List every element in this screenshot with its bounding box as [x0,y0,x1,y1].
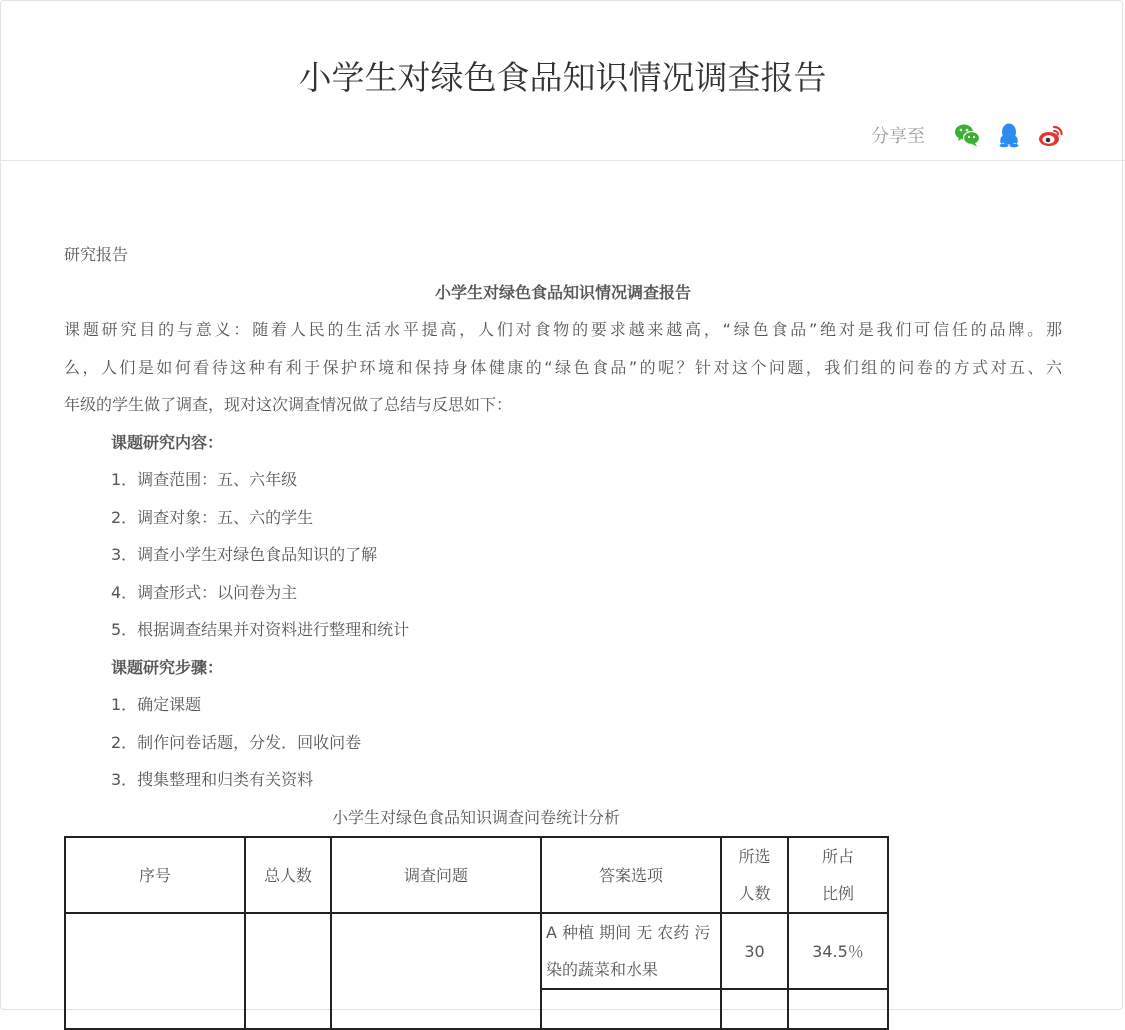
header-cell: 总人数 [245,837,331,913]
table-caption: 小学生对绿色食品知识调查问卷统计分析 [331,807,620,827]
share-bar [871,120,1065,150]
content-item: 1．调查范围：五、六年级 [111,470,298,489]
article-body [64,236,1062,836]
content-item: 3．调查小学生对绿色食品知识的了解 [111,545,378,564]
step-item: 1．确定课题 [111,695,202,714]
table-cell [331,913,541,1029]
table-caption-row [64,799,888,837]
option-line: A 种植 期间 无 农药 污 [546,923,711,942]
table-cell [541,989,721,1029]
intro-line: 课题研究目的与意义：随着人民的生活水平提高，人们对食物的要求越来越高，“绿色食品”绝对是我们可信任的品牌。那 [64,320,1062,339]
header-cell [721,837,788,913]
page-header [0,0,1125,161]
option-cell [541,913,721,989]
content-item: 4．调查形式：以问卷为主 [111,582,298,602]
header-cell: 答案选项 [541,837,721,913]
stats-table [64,836,889,1030]
header-cell [788,837,888,913]
table-header-row [65,837,888,913]
header-cell: 序号 [65,837,245,913]
weibo-icon[interactable] [1037,121,1065,149]
wechat-icon[interactable] [953,121,981,149]
article-category: 研究报告 [64,245,129,264]
intro-line: 年级的学生做了调查，现对这次调查情况做了总结与反思如下： [64,395,513,414]
table-cell [721,989,788,1029]
header-cell-line: 比例 [821,884,854,903]
content-heading: 课题研究内容： [111,432,224,452]
share-label: 分享至 [871,126,925,147]
page-title: 小学生对绿色食品知识情况调查报告 [298,58,827,97]
step-item: 2．制作问卷话题，分发．回收问卷 [111,732,362,752]
table-cell [788,989,888,1029]
table-cell [245,913,331,1029]
table-cell [65,913,245,1029]
qq-icon[interactable] [995,121,1023,149]
count-cell: 30 [721,913,788,989]
header-cell-line: 人数 [738,884,771,903]
article-heading: 小学生对绿色食品知识情况调查报告 [434,282,691,302]
header-cell-line: 所占 [821,847,854,866]
intro-line: 么，人们是如何看待这种有利于保护环境和保持身体健康的“绿色食品”的呢？针对这个问题，我们组的问卷的方式对五、六 [64,357,1062,377]
header-cell-line: 所选 [738,847,771,866]
header-cell: 调查问题 [331,837,541,913]
step-item: 3．搜集整理和归类有关资料 [111,770,314,789]
content-item: 5．根据调查结果并对资料进行整理和统计 [111,620,410,639]
steps-heading: 课题研究步骤： [111,657,224,677]
content-item: 2．调查对象：五、六的学生 [111,507,314,527]
table-row [65,913,888,989]
option-line: 染的蔬菜和水果 [546,960,659,979]
ratio-cell: 34.5％ [788,913,888,989]
